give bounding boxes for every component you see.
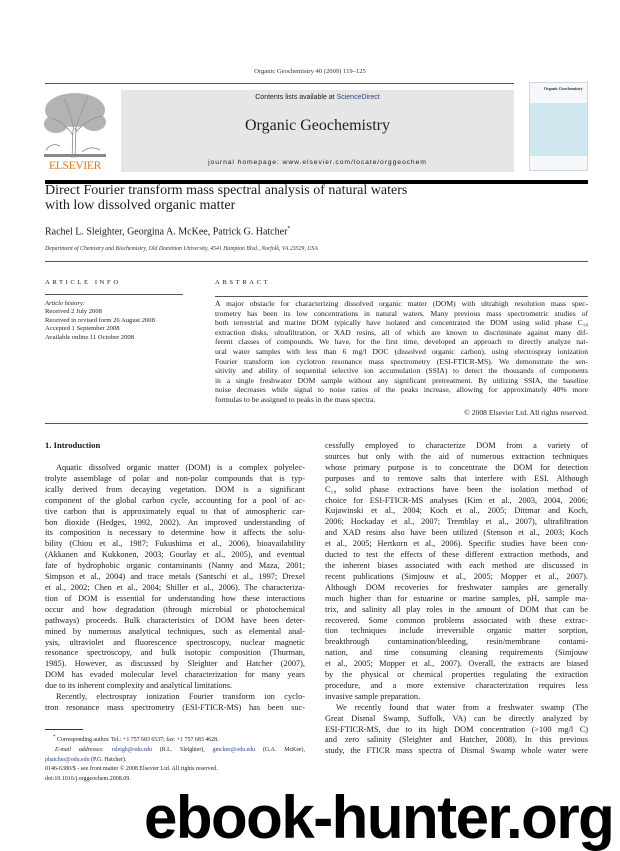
email-owner: (G.A. McKee), [262, 746, 305, 753]
text-line: Recently, electrospray ionization Fourier transform ion cyclo- [56, 692, 305, 702]
front-matter [45, 764, 345, 784]
text-line: noise decreases while signal to noise ratios of the peaks increase, allowing for approximately 40% more [215, 385, 588, 395]
copyright: © 2008 Elsevier Ltd. All rights reserved. [464, 407, 588, 417]
text-line: recent publications (Simjouw et al., 2005; Mopper et al., 2007). [325, 571, 588, 581]
text-line: by the physical or chemical properties regulating the extraction [325, 670, 588, 680]
email-link[interactable]: phatcher@odu.edu [45, 756, 90, 763]
text-line: Although DOM recoveries for freshwater samples are generally [325, 582, 588, 592]
history-item: Received 2 July 2008 [45, 308, 102, 316]
text-line: (Akkanen and Kukkonen, 2003; Gourlay et al., 2005), and eventual [45, 550, 305, 560]
text-line: Great Dismal Swamp, Suffolk, VA) can be directly analyzed by [325, 713, 588, 723]
text-line: 1985). However, as discussed by Sleighter and Hatcher (2007), [45, 659, 305, 669]
text-line: breakthrough contamination/bleeding, resin/membrane contami- [325, 637, 588, 647]
email-link[interactable]: rsleigh@odu.edu [111, 746, 152, 753]
text-line: tive carbon that is approximately equal to that of atmospheric car- [45, 506, 305, 516]
abstract-text [215, 299, 588, 405]
article-info-rule [45, 294, 183, 295]
email-label: E-mail addresses: [55, 746, 104, 753]
running-header: Organic Geochemistry 40 (2009) 119–125 [254, 68, 366, 75]
left-column [45, 463, 305, 714]
text-line: choice for ESI-FTICR-MS analyses (Kim et al., 2003, 2004, 2006; [325, 495, 588, 505]
text-line: extraction disks, ultrafiltration, or XAD resins, all of which are known to discriminate against many dif- [215, 327, 588, 337]
text-line: recovered. Some common problems associated with these extrac- [325, 615, 588, 625]
article-info-heading: ARTICLE INFO [45, 279, 121, 286]
history-item: Available online 11 October 2008 [45, 333, 134, 341]
journal-title: Organic Geochemistry [245, 117, 390, 134]
section-heading-introduction: 1. Introduction [45, 440, 101, 450]
text-line: cessfully employed to characterize DOM from a variety of [325, 441, 588, 450]
text-line: tion of DOM is essential for understanding how these interactions [45, 593, 305, 603]
authors: Rachel L. Sleighter, Georgina A. McKee, Patrick G. Hatcher [45, 226, 288, 238]
text-line: sitivity and ability of sequential selective ion accumulation (SSIA) to detect the thousands of components [215, 366, 588, 376]
article-title [45, 184, 585, 213]
text-line: bon dioxide (Hedges, 1992, 2002). An improved understanding of [45, 517, 305, 527]
footnote-rule [45, 729, 83, 730]
title-rule [45, 261, 588, 262]
doi-line[interactable]: doi:10.1016/j.orggeochem.2008.09. [45, 776, 131, 782]
history-item: Accepted 1 September 2008 [45, 325, 120, 333]
text-line: and zero salinity (Sleighter and Hatcher, 2008). In this previous [325, 735, 588, 745]
text-line: We recently found that water from a freshwater swamp (The [336, 702, 588, 712]
text-line: Simpson et al., 2004) and trace metals (Santschi et al., 1997; Drexel [45, 572, 305, 582]
abstract-heading: ABSTRACT [215, 279, 271, 286]
text-line: Fourier transform ion cyclotron resonance mass spectrometry (ESI-FTICR-MS). We demonstrate the sen- [215, 356, 588, 366]
text-line: trix, and salinity all play roles in the amount of DOM that can be [325, 604, 588, 614]
right-column [325, 441, 588, 757]
text-line: Kujawinski et al., 2004; Koch et al., 2005; Dittmar and Koch, [325, 506, 588, 516]
text-line: study, the FTICR mass spectra of Dismal Swamp whole water were [325, 746, 588, 756]
title-line: with low dissolved organic matter [45, 197, 236, 213]
title-line: Direct Fourier transform mass spectral analysis of natural waters [45, 183, 408, 198]
text-line: resonance spectroscopy, and bulk isotopic composition (Thurman, [45, 648, 305, 658]
text-line: mined by numerous analytical techniques, such as elemental anal- [45, 626, 305, 636]
text-line: sources but only with the aid of numerous extraction techniques [325, 451, 588, 461]
email-owner: (P.G. Hatcher). [91, 756, 127, 763]
abstract-bottom-rule [45, 423, 588, 424]
elsevier-wordmark: ELSEVIER [49, 160, 101, 172]
cover-title: Organic Geochemistry [544, 86, 583, 91]
corresponding-author: Corresponding author. Tel.: +1 757 683 6537; fax: +1 757 683 4628. [56, 736, 219, 743]
text-line: component of the global carbon cycle, accounting for a pool of ac- [45, 495, 305, 505]
text-line: Aquatic dissolved organic matter (DOM) is a complex polyelec- [56, 463, 305, 472]
email-owner: (R.L. Sleighter), [159, 746, 205, 753]
article-history [45, 300, 185, 342]
text-line: both terrestrial and marine DOM typically have isolated and concentrated the DOM using solid phase C₁₈ [215, 318, 588, 328]
sciencedirect-link[interactable]: ScienceDirect [336, 94, 380, 101]
history-label: Article history: [45, 300, 86, 307]
issn-line: 0146-6380/$ - see front matter © 2008 Elsevier Ltd. All rights reserved. [45, 766, 218, 772]
header-rule [45, 83, 514, 84]
author-list [45, 226, 290, 237]
abstract-body [215, 299, 588, 417]
text-line: ural water samples with less than 6 mg/l DOC (dissolved organic carbon), using electrospray ionization [215, 346, 588, 356]
text-line: pathways) proceeds. Bulk characteristics of DOM have been deter- [45, 615, 305, 625]
text-line: invasive sample preparation. [325, 691, 421, 701]
text-line: trometry has been its low concentrations in natural waters. Many previous mass spectrometric studies of [215, 308, 588, 318]
text-line: ically derived from decaying vegetation. DOM is a significant [45, 484, 305, 494]
text-line: its composition is necessary to determine how it affects the solu- [45, 528, 305, 538]
text-line: procedure, and a more extensive characterization requires less [325, 680, 588, 690]
corresponding-mark[interactable]: * [287, 226, 291, 232]
text-line: et al., 2002; Chen et al., 2004; Shiller et al., 2006). The characteriza- [45, 582, 305, 592]
text-line: nation, and time consuming cleaning requirements (Simjouw [325, 648, 588, 658]
text-line: purposes and to remove salts that interfere with ESI. Although [325, 473, 588, 483]
text-line: et al., 2005; Hertkorn et al., 2006). Specific studies have been con- [325, 539, 588, 549]
journal-masthead [121, 90, 514, 172]
text-line: trolyte assemblage of polar and non-polar compounds that is typ- [45, 473, 305, 483]
footnote-mark: * [53, 735, 56, 740]
text-line: DOM has evaded molecular level characterization for many years [45, 670, 305, 680]
contents-prefix: Contents lists available at [255, 94, 337, 101]
footnote [45, 733, 305, 765]
text-line: bility (Chiou et al., 1987; Fukushima et al., 2006), bioavailability [45, 539, 305, 549]
text-line: and XAD resins also have been utilized (Stenson et al., 2003; Koch [325, 528, 588, 538]
text-line: tion techniques include irreversible organic matter sorption, [325, 626, 588, 636]
text-line: et al., 2005; Mopper et al., 2007). Overall, the extracts are biased [325, 659, 588, 669]
text-line: tron resonance mass spectrometry (ESI-FTICR-MS) has been suc- [45, 702, 305, 712]
text-line: C₁₈ solid phase extractions have been the isolation method of [325, 484, 588, 494]
watermark: ebook-hunter.org [144, 784, 614, 851]
text-line: occur and how degradation (through microbial or photochemical [45, 604, 305, 614]
journal-cover-thumbnail [529, 82, 588, 171]
elsevier-logo [42, 90, 108, 172]
text-line: ferent classes of compounds. We have, for the first time, developed an approach to directly analyze nat- [215, 337, 588, 347]
text-line: fate of hydrophobic organic contaminants (Nanny and Maza, 2001; [45, 561, 305, 571]
contents-line [121, 94, 514, 101]
text-line: due to its inherent complexity and analytical limitations. [45, 681, 233, 691]
text-line: the inherent biases associated with each method are discussed in [325, 560, 588, 570]
journal-homepage[interactable]: journal homepage: www.elsevier.com/locate/orggeochem [208, 159, 427, 166]
text-line: A major obstacle for characterizing dissolved organic matter (DOM) with ultrahigh resolution mass spec- [215, 299, 588, 308]
text-line: whose primary purpose is to concentrate the DOM for detection [325, 462, 588, 472]
text-line: ESI-FTICR-MS, due to its high DOM concentration (>100 mg/l C) [325, 724, 588, 734]
text-line: much higher than for estuarine or marine samples, pH, sample ma- [325, 593, 588, 603]
text-line: ducted to test the effects of these different extraction methods, and [325, 550, 588, 560]
text-line: ysis, ultraviolet and fluorescence spectroscopy, nuclear magnetic [45, 637, 305, 647]
email-link[interactable]: gmckee@odu.edu [212, 746, 256, 753]
text-line: 2006; Hockaday et al., 2007; Tremblay et al., 2007), ultrafiltration [325, 517, 588, 527]
history-item: Received in revised form 26 August 2008 [45, 316, 155, 324]
abstract-rule [215, 296, 588, 297]
text-line: in a single freshwater DOM sample without any significant pretreatment. By utilizing SSIA, the baseline [215, 375, 588, 385]
affiliation: Department of Chemistry and Biochemistry, Old Dominion University, 4541 Hampton Blvd., Norfolk, VA 23529, USA [45, 246, 318, 252]
tree-icon [42, 90, 108, 160]
text-line: formulas to be assigned to peaks in the mass spectra. [215, 394, 376, 404]
